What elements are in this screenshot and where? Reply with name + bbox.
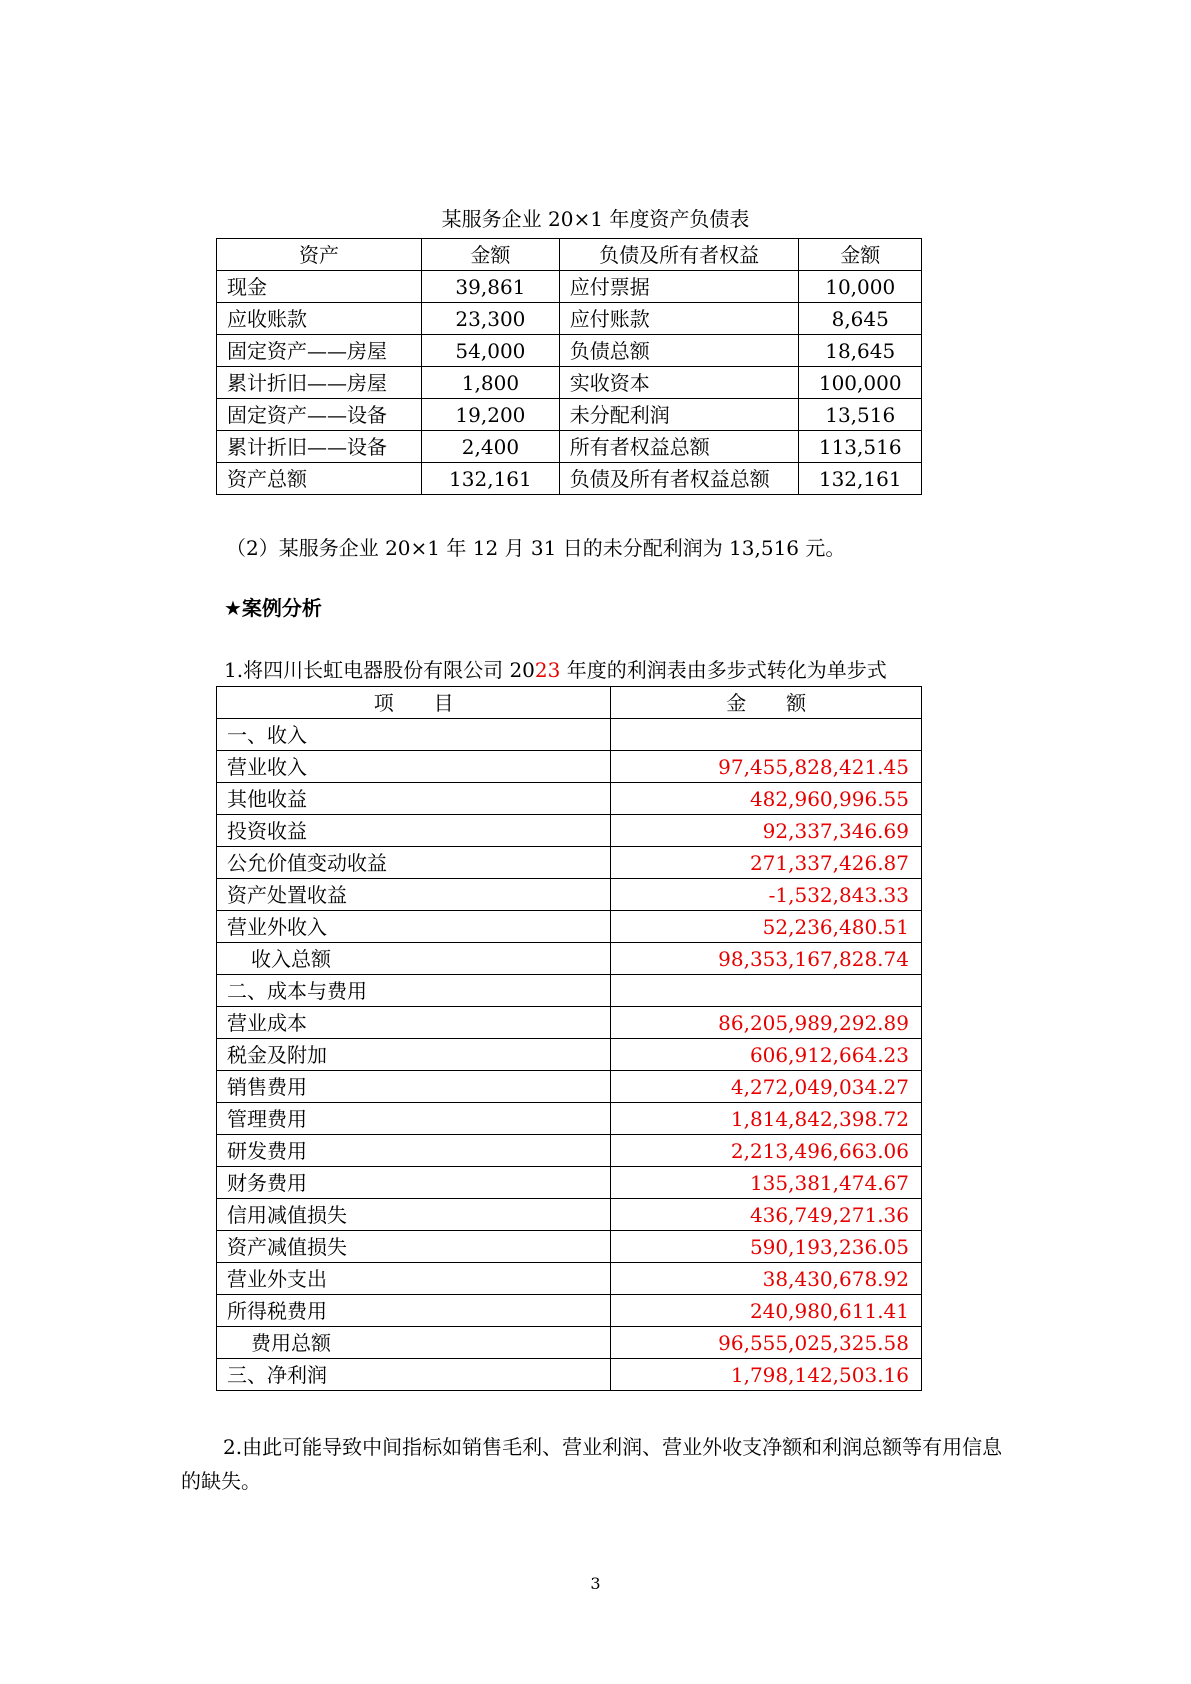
- balance-sheet-cell: 100,000: [799, 367, 922, 399]
- balance-sheet-cell: 累计折旧——房屋: [217, 367, 422, 399]
- balance-sheet-caption: 某服务企业 20×1 年度资产负债表: [441, 207, 750, 231]
- income-statement-row: [217, 975, 922, 1007]
- balance-sheet-row: [217, 367, 922, 399]
- income-statement-row: [217, 783, 922, 815]
- case-item-1-pre: 1.将四川长虹电器股份有限公司 20: [224, 658, 535, 682]
- income-statement-row: [217, 815, 922, 847]
- balance-sheet-header-cell: 负债及所有者权益: [559, 239, 799, 271]
- income-statement-item: 二、成本与费用: [217, 975, 611, 1007]
- balance-sheet-header-cell: 金额: [799, 239, 922, 271]
- balance-sheet-cell: 应收账款: [217, 303, 422, 335]
- income-statement-row: [217, 943, 922, 975]
- income-statement-header-row: [217, 687, 922, 719]
- balance-sheet-cell: 资产总额: [217, 463, 422, 495]
- balance-sheet-cell: 113,516: [799, 431, 922, 463]
- balance-sheet-header-cell: 金额: [422, 239, 560, 271]
- income-statement-row: [217, 1039, 922, 1071]
- income-statement-item: 营业外支出: [217, 1263, 611, 1295]
- case-analysis-heading: ★案例分析: [224, 596, 322, 620]
- balance-sheet-row: [217, 303, 922, 335]
- income-statement-amount: 86,205,989,292.89: [611, 1007, 922, 1039]
- income-statement-row: [217, 1199, 922, 1231]
- balance-sheet-cell: 实收资本: [559, 367, 799, 399]
- balance-sheet-cell: 132,161: [422, 463, 560, 495]
- income-statement-row: [217, 847, 922, 879]
- balance-sheet-row: [217, 431, 922, 463]
- undistributed-profit-note: （2）某服务企业 20×1 年 12 月 31 日的未分配利润为 13,516 元。: [226, 536, 846, 560]
- income-statement-row: [217, 1263, 922, 1295]
- balance-sheet-row: [217, 271, 922, 303]
- balance-sheet-header-cell: 资产: [217, 239, 422, 271]
- balance-sheet-cell: 19,200: [422, 399, 560, 431]
- income-statement-item: 所得税费用: [217, 1295, 611, 1327]
- balance-sheet-cell: 累计折旧——设备: [217, 431, 422, 463]
- income-statement-row: [217, 1135, 922, 1167]
- income-statement-amount: 271,337,426.87: [611, 847, 922, 879]
- balance-sheet-cell: 1,800: [422, 367, 560, 399]
- income-statement-amount: 4,272,049,034.27: [611, 1071, 922, 1103]
- income-statement-amount: 436,749,271.36: [611, 1199, 922, 1231]
- income-statement-amount: 606,912,664.23: [611, 1039, 922, 1071]
- income-statement-row: [217, 719, 922, 751]
- income-statement-item: 销售费用: [217, 1071, 611, 1103]
- case-item-2-text: 2.由此可能导致中间指标如销售毛利、营业利润、营业外收支净额和利润总额等有用信息的缺失。: [181, 1435, 1003, 1493]
- income-statement-amount: 1,798,142,503.16: [611, 1359, 922, 1391]
- balance-sheet-cell: 应付账款: [559, 303, 799, 335]
- income-statement-amount: [611, 975, 922, 1007]
- income-statement-row: [217, 879, 922, 911]
- balance-sheet-cell: 10,000: [799, 271, 922, 303]
- income-statement-row: [217, 1231, 922, 1263]
- income-statement-item: 研发费用: [217, 1135, 611, 1167]
- income-statement-header-cell: 金 额: [611, 687, 922, 719]
- balance-sheet-row: [217, 399, 922, 431]
- income-statement-amount: 482,960,996.55: [611, 783, 922, 815]
- balance-sheet-cell: 固定资产——房屋: [217, 335, 422, 367]
- income-statement-header-cell: 项 目: [217, 687, 611, 719]
- income-statement-item: 费用总额: [217, 1327, 611, 1359]
- balance-sheet-header-row: [217, 239, 922, 271]
- income-statement-amount: [611, 719, 922, 751]
- income-statement-amount: 97,455,828,421.45: [611, 751, 922, 783]
- income-statement-item: 其他收益: [217, 783, 611, 815]
- income-statement-row: [217, 911, 922, 943]
- income-statement-row: [217, 1167, 922, 1199]
- balance-sheet-row: [217, 463, 922, 495]
- income-statement-item: 投资收益: [217, 815, 611, 847]
- income-statement-item: 管理费用: [217, 1103, 611, 1135]
- income-statement-row: [217, 1103, 922, 1135]
- balance-sheet-cell: 未分配利润: [559, 399, 799, 431]
- balance-sheet-cell: 13,516: [799, 399, 922, 431]
- income-statement-item: 税金及附加: [217, 1039, 611, 1071]
- income-statement-amount: 1,814,842,398.72: [611, 1103, 922, 1135]
- balance-sheet-cell: 18,645: [799, 335, 922, 367]
- income-statement-table: [216, 686, 922, 1391]
- income-statement-amount: 96,555,025,325.58: [611, 1327, 922, 1359]
- income-statement-amount: 38,430,678.92: [611, 1263, 922, 1295]
- balance-sheet-cell: 所有者权益总额: [559, 431, 799, 463]
- income-statement-row: [217, 1071, 922, 1103]
- income-statement-item: 三、净利润: [217, 1359, 611, 1391]
- income-statement-row: [217, 751, 922, 783]
- income-statement-item: 营业收入: [217, 751, 611, 783]
- balance-sheet-table: [216, 238, 922, 495]
- income-statement-amount: 2,213,496,663.06: [611, 1135, 922, 1167]
- balance-sheet-row: [217, 335, 922, 367]
- income-statement-row: [217, 1295, 922, 1327]
- case-item-1-post: 年度的利润表由多步式转化为单步式: [560, 658, 887, 682]
- balance-sheet-cell: 现金: [217, 271, 422, 303]
- income-statement-amount: 590,193,236.05: [611, 1231, 922, 1263]
- balance-sheet-cell: 负债及所有者权益总额: [559, 463, 799, 495]
- income-statement-amount: -1,532,843.33: [611, 879, 922, 911]
- income-statement-row: [217, 1327, 922, 1359]
- income-statement-amount: 135,381,474.67: [611, 1167, 922, 1199]
- balance-sheet-cell: 固定资产——设备: [217, 399, 422, 431]
- income-statement-item: 一、收入: [217, 719, 611, 751]
- balance-sheet-cell: 8,645: [799, 303, 922, 335]
- case-item-1-text: [224, 658, 887, 682]
- page-number: 3: [590, 1574, 601, 1593]
- income-statement-item: 公允价值变动收益: [217, 847, 611, 879]
- balance-sheet-cell: 应付票据: [559, 271, 799, 303]
- balance-sheet-cell: 132,161: [799, 463, 922, 495]
- case-item-1-year-highlight: 23: [534, 658, 561, 682]
- balance-sheet-cell: 39,861: [422, 271, 560, 303]
- balance-sheet-cell: 负债总额: [559, 335, 799, 367]
- income-statement-item: 资产处置收益: [217, 879, 611, 911]
- income-statement-item: 收入总额: [217, 943, 611, 975]
- balance-sheet-cell: 54,000: [422, 335, 560, 367]
- balance-sheet-cell: 23,300: [422, 303, 560, 335]
- income-statement-item: 营业外收入: [217, 911, 611, 943]
- income-statement-item: 财务费用: [217, 1167, 611, 1199]
- income-statement-amount: 240,980,611.41: [611, 1295, 922, 1327]
- income-statement-row: [217, 1359, 922, 1391]
- income-statement-amount: 52,236,480.51: [611, 911, 922, 943]
- income-statement-item: 营业成本: [217, 1007, 611, 1039]
- income-statement-item: 资产减值损失: [217, 1231, 611, 1263]
- income-statement-amount: 98,353,167,828.74: [611, 943, 922, 975]
- income-statement-row: [217, 1007, 922, 1039]
- income-statement-amount: 92,337,346.69: [611, 815, 922, 847]
- balance-sheet-cell: 2,400: [422, 431, 560, 463]
- income-statement-item: 信用减值损失: [217, 1199, 611, 1231]
